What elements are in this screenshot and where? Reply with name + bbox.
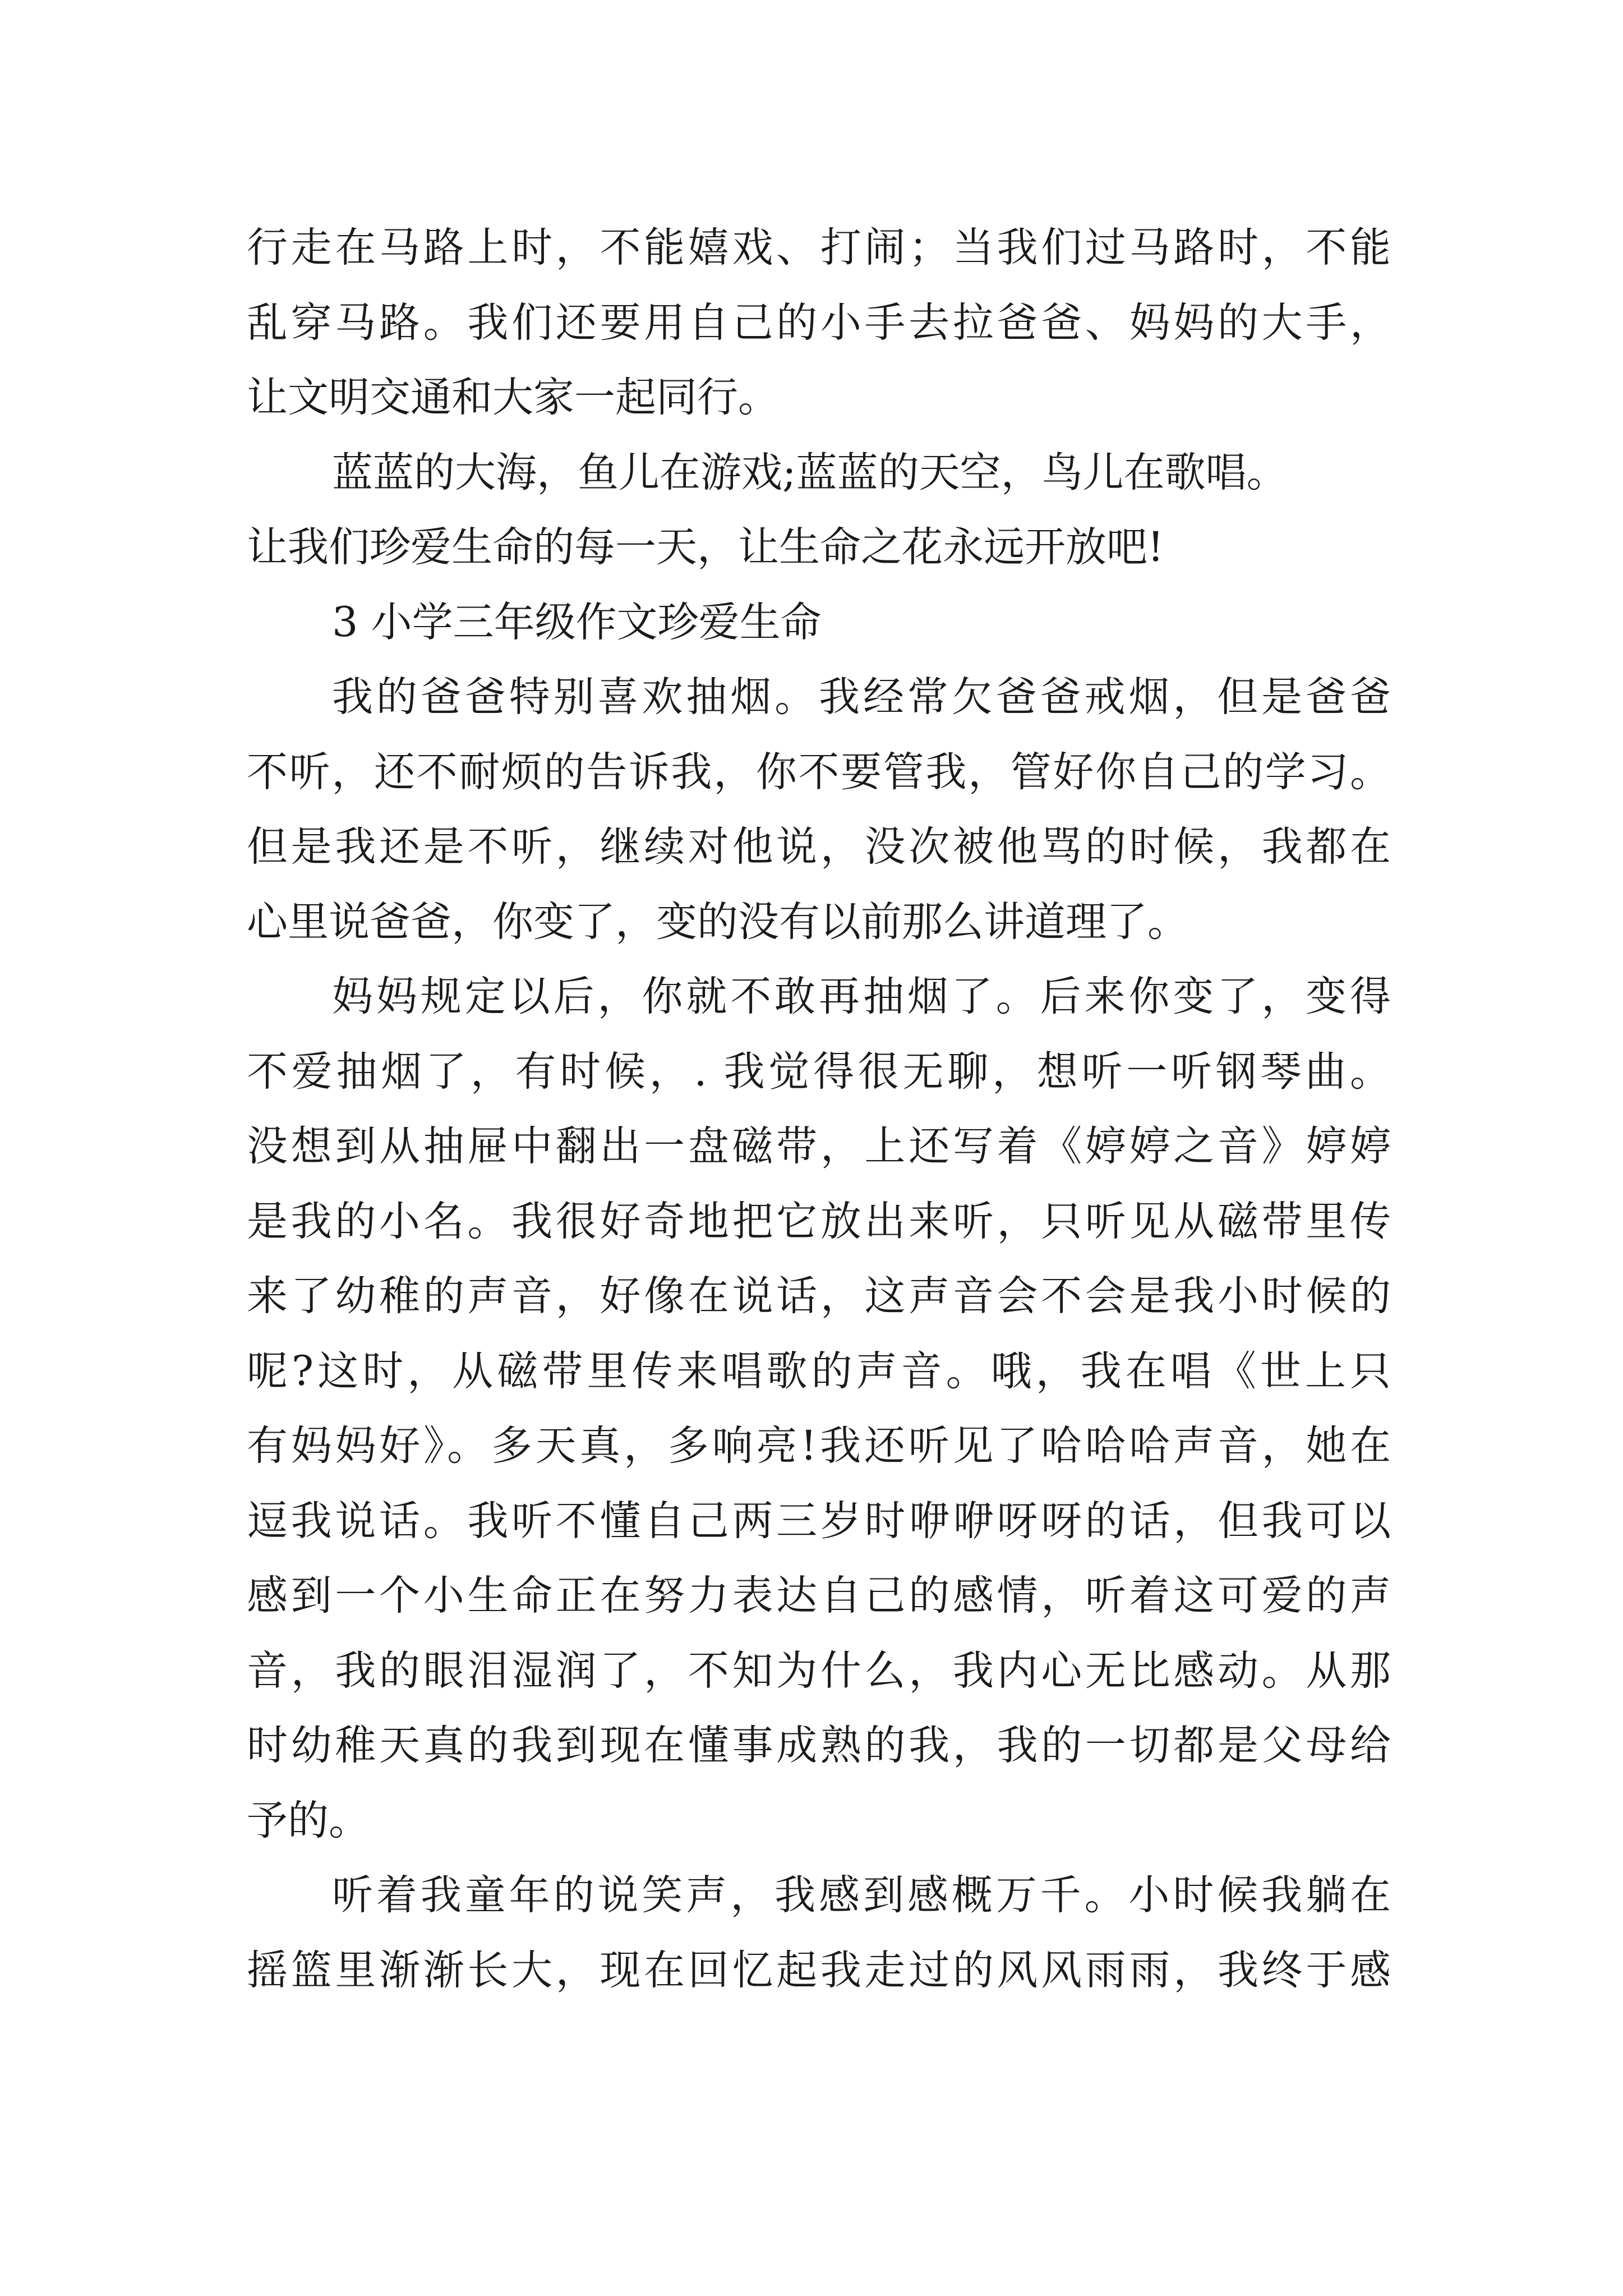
text-line: 摇篮里渐渐长大，现在回忆起我走过的风风雨雨，我终于感: [247, 1946, 1391, 1994]
text-line: 感到一个小生命正在努力表达自己的感情，听着这可爱的声: [247, 1572, 1391, 1619]
paragraph-first-line: 我的爸爸特别喜欢抽烟。我经常欠爸爸戒烟，但是爸爸: [332, 673, 1391, 721]
body-text: [247, 210, 1391, 2008]
text-line: 予的。: [247, 1796, 370, 1844]
text-line: 逗我说话。我听不懂自己两三岁时咿咿呀呀的话，但我可以: [247, 1497, 1391, 1545]
text-line: 来了幼稚的声音，好像在说话，这声音会不会是我小时候的: [247, 1272, 1391, 1320]
text-line: 不听，还不耐烦的告诉我，你不要管我，管好你自己的学习。: [247, 748, 1391, 796]
paragraph-first-line: 听着我童年的说笑声，我感到感概万千。小时候我躺在: [332, 1871, 1391, 1919]
text-line: 是我的小名。我很好奇地把它放出来听，只听见从磁带里传: [247, 1197, 1391, 1245]
text-line: 不爱抽烟了，有时候，. 我觉得很无聊，想听一听钢琴曲。: [247, 1047, 1391, 1096]
text-line: 心里说爸爸，你变了，变的没有以前那么讲道理了。: [247, 898, 1188, 946]
section-heading: 3 小学三年级作文珍爱生命: [332, 598, 822, 646]
text-line: 行走在马路上时，不能嬉戏、打闹；当我们过马路时，不能: [247, 224, 1391, 272]
text-line: 但是我还是不听，继续对他说，没次被他骂的时候，我都在: [247, 823, 1391, 871]
text-line: 让我们珍爱生命的每一天，让生命之花永远开放吧!: [247, 523, 1164, 571]
text-line: 时幼稚天真的我到现在懂事成熟的我，我的一切都是父母给: [247, 1722, 1391, 1769]
text-line: 音，我的眼泪湿润了，不知为什么，我内心无比感动。从那: [247, 1646, 1391, 1695]
text-line: 呢?这时，从磁带里传来唱歌的声音。哦，我在唱《世上只: [247, 1347, 1391, 1395]
text-line: 有妈妈好》。多天真，多响亮!我还听见了哈哈哈声音，她在: [247, 1422, 1391, 1470]
paragraph-first-line: 妈妈规定以后，你就不敢再抽烟了。后来你变了，变得: [332, 973, 1391, 1020]
text-line: 乱穿马路。我们还要用自己的小手去拉爸爸、妈妈的大手，: [247, 298, 1391, 347]
text-line: 没想到从抽屉中翻出一盘磁带，上还写着《婷婷之音》婷婷: [247, 1122, 1391, 1170]
paragraph-first-line: 蓝蓝的大海，鱼儿在游戏;蓝蓝的天空，鸟儿在歌唱。: [332, 448, 1288, 496]
text-line: 让文明交通和大家一起同行。: [247, 374, 779, 421]
